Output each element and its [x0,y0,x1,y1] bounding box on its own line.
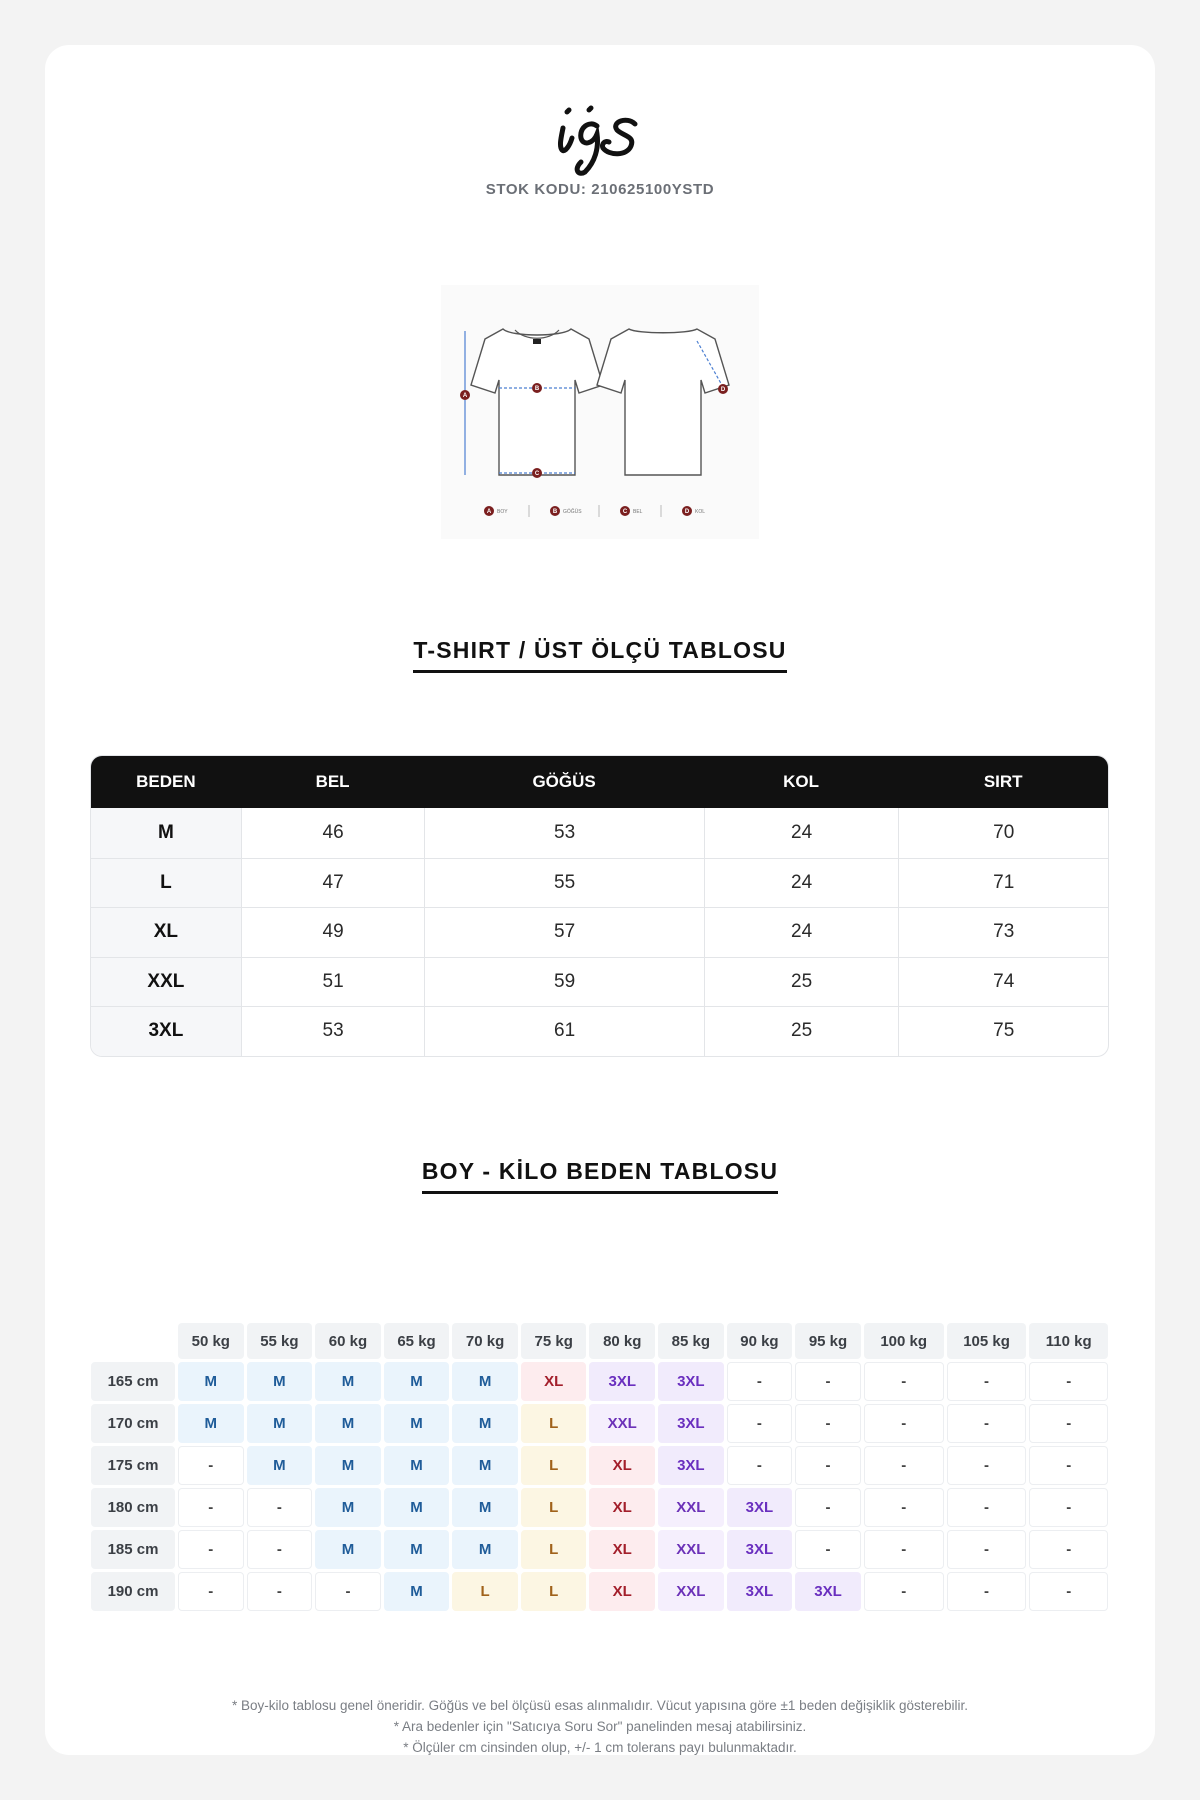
size-recommendation-cell: - [1029,1404,1108,1443]
size-recommendation-cell: M [452,1362,518,1401]
size-label-cell: L [91,858,241,908]
height-weight-table [88,1320,1111,1614]
size-value-cell: 55 [424,858,703,908]
height-label-cell: 165 cm [91,1362,175,1401]
size-recommendation-cell: - [315,1572,381,1611]
weight-header-cell: 85 kg [658,1323,724,1359]
size-recommendation-cell: M [315,1362,381,1401]
size-recommendation-cell: - [178,1488,244,1527]
size-recommendation-cell: XXL [658,1488,724,1527]
size-recommendation-cell: M [384,1530,450,1569]
size-recommendation-cell: - [795,1530,861,1569]
size-recommendation-cell: L [521,1572,587,1611]
size-recommendation-cell: 3XL [658,1446,724,1485]
weight-header-cell: 95 kg [795,1323,861,1359]
size-recommendation-cell: - [727,1404,793,1443]
size-value-cell: 46 [241,808,425,858]
size-recommendation-cell: L [521,1404,587,1443]
size-recommendation-cell: 3XL [795,1572,861,1611]
size-label-cell: XXL [91,957,241,1007]
height-label-cell: 175 cm [91,1446,175,1485]
size-recommendation-cell: - [864,1530,944,1569]
size-value-cell: 53 [241,1006,425,1056]
size-table-row [91,957,1108,1007]
size-recommendation-cell: XL [521,1362,587,1401]
legend-label-gogus: GÖĞÜS [563,509,582,515]
size-recommendation-cell: M [384,1488,450,1527]
weight-header-cell: 80 kg [589,1323,655,1359]
size-recommendation-cell: M [315,1488,381,1527]
header-beden: BEDEN [91,756,241,808]
footnote-3: * Ölçüler cm cinsinden olup, +/- 1 cm tolerans payı bulunmaktadır. [403,1740,797,1755]
diagram-legend [484,505,705,517]
size-recommendation-cell: - [864,1488,944,1527]
size-recommendation-cell: - [178,1572,244,1611]
size-recommendation-cell: M [247,1362,313,1401]
size-recommendation-cell: XL [589,1488,655,1527]
footnotes [45,1695,1155,1758]
size-measurement-table [90,755,1109,1057]
size-recommendation-cell: M [452,1404,518,1443]
size-value-cell: 70 [898,808,1108,858]
size-recommendation-cell: M [384,1446,450,1485]
legend-label-kol: KOL [695,509,706,515]
size-recommendation-cell: XXL [658,1572,724,1611]
height-label-cell: 170 cm [91,1404,175,1443]
size-value-cell: 24 [704,907,899,957]
size-value-cell: 24 [704,858,899,908]
size-recommendation-cell: M [384,1362,450,1401]
hw-table-row [91,1446,1108,1485]
size-recommendation-cell: - [864,1446,944,1485]
legend-key-c: C [622,509,628,515]
size-recommendation-cell: - [247,1530,313,1569]
height-label-cell: 185 cm [91,1530,175,1569]
size-label-cell: 3XL [91,1006,241,1056]
legend-label-bel: BEL [633,509,643,515]
size-recommendation-cell: XL [589,1572,655,1611]
garment-measurement-diagram [441,285,759,539]
hw-header-row [91,1323,1108,1359]
size-recommendation-cell: 3XL [658,1404,724,1443]
brand-logo-icon [545,90,655,180]
size-recommendation-cell: 3XL [658,1362,724,1401]
size-value-cell: 57 [424,907,703,957]
marker-c: C [534,471,540,477]
size-recommendation-cell: - [795,1362,861,1401]
size-recommendation-cell: M [452,1488,518,1527]
size-value-cell: 73 [898,907,1108,957]
size-recommendation-cell: - [947,1446,1027,1485]
size-recommendation-cell: 3XL [589,1362,655,1401]
size-table-title: T-SHIRT / ÜST ÖLÇÜ TABLOSU [45,637,1155,673]
size-value-cell: 24 [704,808,899,858]
size-recommendation-cell: - [727,1446,793,1485]
size-recommendation-cell: M [178,1404,244,1443]
size-value-cell: 74 [898,957,1108,1007]
size-label-cell: XL [91,907,241,957]
size-recommendation-cell: - [864,1404,944,1443]
marker-d: D [720,387,726,393]
weight-header-cell: 65 kg [384,1323,450,1359]
size-recommendation-cell: - [178,1530,244,1569]
size-recommendation-cell: - [947,1362,1027,1401]
size-value-cell: 71 [898,858,1108,908]
size-recommendation-cell: - [1029,1488,1108,1527]
size-table-row [91,858,1108,908]
size-recommendation-cell: M [315,1446,381,1485]
header-bel: BEL [241,756,425,808]
header-kol: KOL [704,756,899,808]
tshirt-diagram-icon [441,285,759,539]
size-label-cell: M [91,808,241,858]
size-recommendation-cell: M [452,1446,518,1485]
size-value-cell: 49 [241,907,425,957]
legend-label-boy: BOY [497,509,508,515]
size-recommendation-cell: M [247,1404,313,1443]
hw-table-title: BOY - KİLO BEDEN TABLOSU [45,1158,1155,1194]
height-label-cell: 190 cm [91,1572,175,1611]
size-value-cell: 61 [424,1006,703,1056]
size-recommendation-cell: M [452,1530,518,1569]
hw-table-row [91,1362,1108,1401]
size-value-cell: 53 [424,808,703,858]
size-recommendation-cell: 3XL [727,1488,793,1527]
size-recommendation-cell: 3XL [727,1530,793,1569]
size-table-header-row [91,756,1108,808]
size-recommendation-cell: - [1029,1446,1108,1485]
size-recommendation-cell: L [452,1572,518,1611]
size-recommendation-cell: - [795,1404,861,1443]
size-recommendation-cell: M [247,1446,313,1485]
brand-logo [45,90,1155,180]
size-recommendation-cell: M [384,1404,450,1443]
size-recommendation-cell: 3XL [727,1572,793,1611]
size-recommendation-cell: M [384,1572,450,1611]
legend-key-a: A [486,509,492,515]
size-table-row [91,907,1108,957]
size-recommendation-cell: - [947,1488,1027,1527]
size-table-row [91,1006,1108,1056]
size-recommendation-cell: M [315,1404,381,1443]
legend-key-d: D [684,509,690,515]
size-recommendation-cell: - [795,1488,861,1527]
legend-key-b: B [552,509,558,515]
size-recommendation-cell: XXL [658,1530,724,1569]
size-recommendation-cell: M [315,1530,381,1569]
weight-header-cell: 50 kg [178,1323,244,1359]
size-recommendation-cell: XL [589,1446,655,1485]
size-recommendation-cell: - [1029,1572,1108,1611]
size-recommendation-cell: - [1029,1362,1108,1401]
footnote-1: * Boy-kilo tablosu genel öneridir. Göğüs ve bel ölçüsü esas alınmalıdır. Vücut yapısına göre ±1 beden değişiklik gösterebilir. [231,1698,969,1713]
size-table-row [91,808,1108,858]
weight-header-cell: 105 kg [947,1323,1027,1359]
size-value-cell: 25 [704,1006,899,1056]
size-recommendation-cell: M [178,1362,244,1401]
size-recommendation-cell: - [178,1446,244,1485]
weight-header-cell: 110 kg [1029,1323,1108,1359]
size-recommendation-cell: - [1029,1530,1108,1569]
height-label-cell: 180 cm [91,1488,175,1527]
size-recommendation-cell: - [947,1530,1027,1569]
size-value-cell: 59 [424,957,703,1007]
footnote-2: * Ara bedenler için "Satıcıya Soru Sor" panelinden mesaj atabilirsiniz. [393,1719,807,1734]
size-value-cell: 25 [704,957,899,1007]
hw-table-row [91,1404,1108,1443]
size-recommendation-cell: L [521,1488,587,1527]
size-value-cell: 51 [241,957,425,1007]
size-chart-card [45,45,1155,1755]
size-recommendation-cell: - [864,1362,944,1401]
hw-corner-cell [91,1323,175,1359]
header-sirt: SIRT [898,756,1108,808]
size-recommendation-cell: XXL [589,1404,655,1443]
weight-header-cell: 75 kg [521,1323,587,1359]
header-gogus: GÖĞÜS [424,756,703,808]
weight-header-cell: 70 kg [452,1323,518,1359]
size-recommendation-cell: L [521,1446,587,1485]
weight-header-cell: 90 kg [727,1323,793,1359]
size-recommendation-cell: L [521,1530,587,1569]
hw-table-row [91,1572,1108,1611]
marker-a: A [462,393,468,399]
size-recommendation-cell: - [247,1572,313,1611]
size-recommendation-cell: XL [589,1530,655,1569]
size-recommendation-cell: - [947,1572,1027,1611]
marker-b: B [534,386,540,392]
weight-header-cell: 60 kg [315,1323,381,1359]
size-value-cell: 75 [898,1006,1108,1056]
stock-code: STOK KODU: 210625100YSTD [485,181,715,198]
size-value-cell: 47 [241,858,425,908]
hw-table-row [91,1488,1108,1527]
weight-header-cell: 100 kg [864,1323,944,1359]
weight-header-cell: 55 kg [247,1323,313,1359]
size-recommendation-cell: - [247,1488,313,1527]
size-recommendation-cell: - [947,1404,1027,1443]
size-recommendation-cell: - [795,1446,861,1485]
size-recommendation-cell: - [864,1572,944,1611]
size-recommendation-cell: - [727,1362,793,1401]
hw-table-row [91,1530,1108,1569]
